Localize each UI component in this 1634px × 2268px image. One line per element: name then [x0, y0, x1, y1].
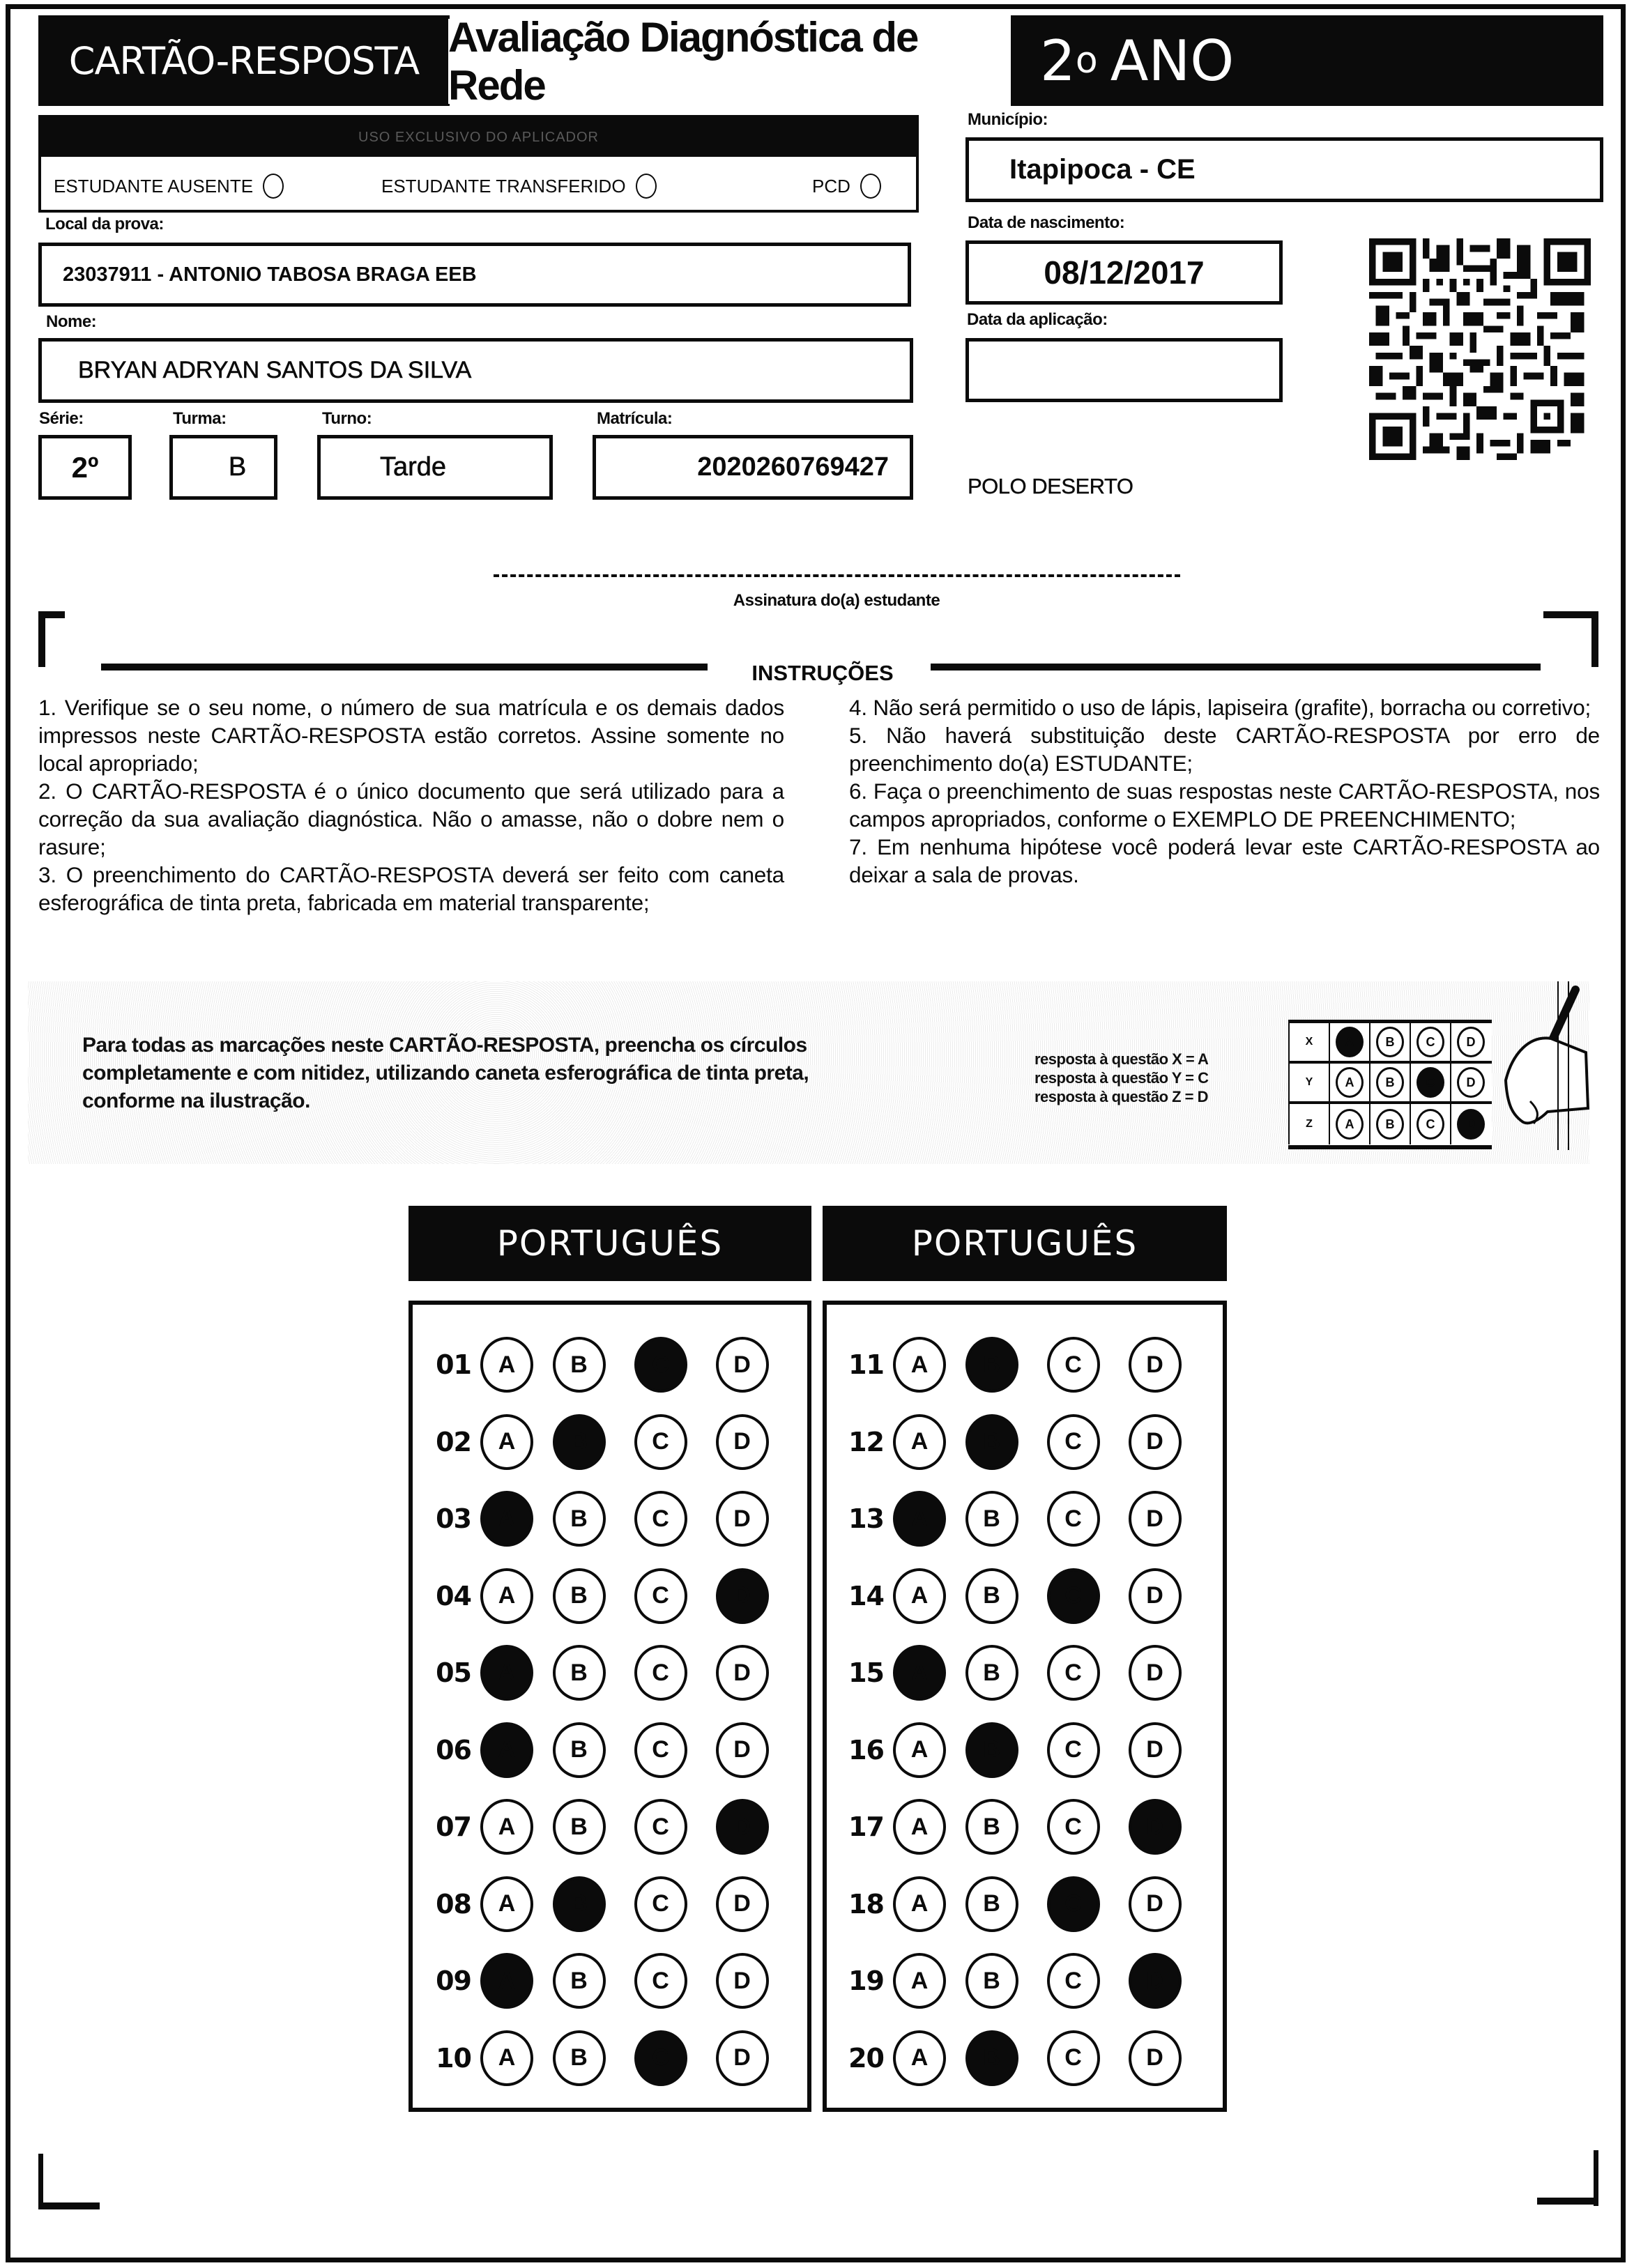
municipio-value: Itapipoca - CE — [1009, 154, 1196, 185]
option-label: ESTUDANTE TRANSFERIDO — [381, 175, 626, 197]
question-row — [835, 1645, 1196, 1701]
answer-bubble-c[interactable]: C — [1047, 1645, 1100, 1701]
answer-bubble-d[interactable]: D — [716, 1953, 769, 2009]
fill-example-answers — [1034, 1050, 1208, 1106]
answer-bubble-a[interactable]: A — [893, 1722, 946, 1778]
answer-bubble-a[interactable]: A — [893, 1491, 946, 1547]
instructions-rule-right — [931, 664, 1541, 671]
answer-bubble-c[interactable]: C — [1047, 1568, 1100, 1624]
applicator-box — [38, 115, 919, 213]
turma-label: Turma: — [173, 409, 227, 428]
question-number: 18 — [848, 1888, 884, 1920]
empty-bubble-icon: A — [1336, 1109, 1364, 1140]
question-number: 14 — [848, 1580, 884, 1611]
subject-header-portugues-2: PORTUGUÊS — [823, 1206, 1227, 1281]
turno-label: Turno: — [322, 409, 372, 428]
answer-bubble-c[interactable]: C — [1047, 2030, 1100, 2086]
corner-mark-top-right — [1591, 611, 1598, 667]
answer-bubble-c[interactable]: C — [634, 1491, 687, 1547]
answer-bubble-b[interactable]: B — [553, 1645, 606, 1701]
example-row — [1288, 1023, 1492, 1064]
question-row — [835, 1722, 1196, 1778]
answer-bubble-b[interactable]: B — [553, 2030, 606, 2086]
question-row — [835, 1876, 1196, 1932]
answer-bubble-b[interactable]: B — [965, 1876, 1018, 1932]
example-answer-y: resposta à questão Y = C — [1034, 1069, 1209, 1087]
answer-bubble-c[interactable]: C — [1047, 1722, 1100, 1778]
polo-text: POLO DESERTO — [968, 474, 1133, 498]
corner-mark-top-left — [38, 611, 45, 667]
example-cell — [1329, 1023, 1369, 1061]
answer-bubble-d[interactable]: D — [716, 1876, 769, 1932]
answer-bubble-c[interactable]: C — [1047, 1953, 1100, 2009]
example-question-label: X — [1288, 1023, 1329, 1061]
answer-bubble-d[interactable]: D — [1129, 1953, 1182, 2009]
question-number: 17 — [848, 1811, 884, 1842]
answer-bubble-d[interactable]: D — [1129, 1722, 1182, 1778]
question-row — [835, 1337, 1196, 1393]
question-row — [835, 2030, 1196, 2086]
answer-bubble-b[interactable]: B — [553, 1876, 606, 1932]
answer-bubble-d[interactable]: D — [716, 1337, 769, 1393]
answer-bubble-b[interactable]: B — [965, 1953, 1018, 2009]
subject-header-portugues-1: PORTUGUÊS — [408, 1206, 811, 1281]
answer-bubble-a[interactable]: A — [893, 2030, 946, 2086]
radio-circle-icon[interactable] — [860, 174, 881, 199]
question-number: 16 — [848, 1734, 884, 1765]
matricula-label: Matrícula: — [597, 409, 673, 428]
example-cell — [1369, 1023, 1410, 1061]
local-prova-value: 23037911 - ANTONIO TABOSA BRAGA EEB — [63, 263, 477, 286]
option-estudante-transferido[interactable] — [381, 174, 657, 199]
filled-bubble-icon: A — [1336, 1027, 1364, 1057]
question-row — [422, 1337, 783, 1393]
data-nascimento-label: Data de nascimento: — [968, 213, 1125, 232]
answer-bubble-d[interactable]: D — [1129, 1414, 1182, 1470]
answer-bubble-b[interactable]: B — [553, 1491, 606, 1547]
answer-bubble-a[interactable]: A — [893, 1876, 946, 1932]
grade-suffix: ANO — [1110, 28, 1235, 93]
instructions-left-column — [38, 694, 784, 917]
answer-bubble-a[interactable]: A — [480, 1414, 533, 1470]
question-row — [422, 1568, 783, 1624]
instruction-item: 2. O CARTÃO-RESPOSTA é o único documento que será utilizado para a correção da sua avaliação diagnóstica. Não o amasse, não o dobre nem o rasure; — [38, 779, 784, 859]
answer-bubble-a[interactable]: A — [893, 1568, 946, 1624]
card-title-banner — [38, 15, 450, 106]
answer-bubble-d[interactable]: D — [716, 2030, 769, 2086]
answer-bubble-a[interactable]: A — [480, 1722, 533, 1778]
example-row — [1288, 1104, 1492, 1144]
data-nascimento-field — [965, 240, 1283, 305]
question-number: 02 — [436, 1426, 471, 1457]
serie-label: Série: — [39, 409, 84, 428]
question-number: 11 — [848, 1349, 884, 1380]
filled-bubble-icon: D — [1457, 1109, 1485, 1140]
municipio-label: Município: — [968, 110, 1048, 129]
answer-bubble-d[interactable]: D — [1129, 2030, 1182, 2086]
answer-bubble-a[interactable]: A — [893, 1337, 946, 1393]
signature-label: Assinatura do(a) estudante — [733, 591, 940, 610]
answer-bubble-b[interactable]: B — [965, 1568, 1018, 1624]
answer-bubble-c[interactable]: C — [634, 1645, 687, 1701]
answer-bubble-d[interactable]: D — [1129, 1799, 1182, 1855]
fill-example-grid — [1288, 1020, 1492, 1149]
grade-ordinal: o — [1075, 40, 1098, 82]
answer-bubble-c[interactable]: C — [634, 1876, 687, 1932]
answer-bubble-a[interactable]: A — [893, 1645, 946, 1701]
question-row — [422, 1722, 783, 1778]
instructions-title: INSTRUÇÕES — [751, 661, 894, 685]
example-question-label: Z — [1288, 1104, 1329, 1144]
answer-bubble-c[interactable]: C — [634, 1799, 687, 1855]
answer-bubble-b[interactable]: B — [965, 1799, 1018, 1855]
answer-bubble-c[interactable]: C — [634, 1722, 687, 1778]
answer-bubble-b[interactable]: B — [553, 1414, 606, 1470]
answer-bubble-d[interactable]: D — [716, 1645, 769, 1701]
question-row — [835, 1568, 1196, 1624]
question-number: 09 — [436, 1966, 471, 1996]
radio-circle-icon[interactable] — [263, 174, 284, 199]
example-answer-z: resposta à questão Z = D — [1034, 1088, 1209, 1105]
answer-bubble-d[interactable]: D — [716, 1568, 769, 1624]
answer-bubble-c[interactable]: C — [1047, 1799, 1100, 1855]
answer-bubble-b[interactable]: B — [965, 1722, 1018, 1778]
example-cell — [1410, 1023, 1450, 1061]
answer-bubble-c[interactable]: C — [1047, 1876, 1100, 1932]
empty-bubble-icon: C — [1417, 1109, 1444, 1140]
question-row — [835, 1414, 1196, 1470]
serie-field — [38, 435, 132, 500]
answer-bubble-d[interactable]: D — [1129, 1491, 1182, 1547]
answer-bubble-d[interactable]: D — [716, 1491, 769, 1547]
question-number: 05 — [436, 1657, 471, 1688]
instruction-item: 5. Não haverá substituição deste CARTÃO-RESPOSTA por erro de preenchimento do(a) ESTUDANTE; — [849, 723, 1600, 776]
empty-bubble-icon: C — [1417, 1027, 1444, 1057]
answer-bubble-d[interactable]: D — [1129, 1337, 1182, 1393]
answer-bubble-a[interactable]: A — [480, 1645, 533, 1701]
question-number: 19 — [848, 1966, 884, 1996]
hand-with-pen-icon — [1464, 976, 1596, 1157]
question-number: 15 — [848, 1657, 884, 1688]
corner-mark-bottom-left — [38, 2154, 43, 2209]
question-number: 06 — [436, 1734, 471, 1765]
answer-column-1 — [408, 1301, 811, 2112]
corner-mark-bottom-left — [38, 2202, 100, 2209]
question-number: 01 — [436, 1349, 471, 1380]
corner-mark-bottom-right — [1537, 2198, 1598, 2205]
answer-bubble-c[interactable]: C — [634, 1337, 687, 1393]
option-label: PCD — [812, 175, 850, 197]
answer-column-2 — [823, 1301, 1227, 2112]
answer-bubble-a[interactable]: A — [480, 1337, 533, 1393]
answer-bubble-d[interactable]: D — [716, 1722, 769, 1778]
instruction-item: 4. Não será permitido o uso de lápis, lapiseira (grafite), borracha ou corretivo; — [849, 695, 1591, 720]
turma-value: B — [228, 452, 247, 482]
grade-number: 2 — [1040, 28, 1076, 93]
data-aplicacao-label: Data da aplicação: — [967, 310, 1108, 329]
empty-bubble-icon: D — [1457, 1027, 1485, 1057]
fill-example-text: Para todas as marcações neste CARTÃO-RESPOSTA, preencha os círculos completamente e com nitidez, utilizando caneta esferográfica de tinta preta, conforme na ilustração. — [82, 1034, 809, 1112]
empty-bubble-icon: B — [1376, 1067, 1404, 1098]
answer-bubble-b[interactable]: B — [553, 1953, 606, 2009]
answer-bubble-b[interactable]: B — [553, 1722, 606, 1778]
answer-bubble-d[interactable]: D — [1129, 1645, 1182, 1701]
instruction-item: 6. Faça o preenchimento de suas respostas neste CARTÃO-RESPOSTA, nos campos apropriados, conforme o EXEMPLO DE PREENCHIMENTO; — [849, 779, 1600, 832]
applicator-options — [54, 167, 903, 206]
example-cell — [1329, 1104, 1369, 1144]
filled-bubble-icon: C — [1417, 1067, 1444, 1098]
answer-bubble-d[interactable]: D — [1129, 1568, 1182, 1624]
matricula-value: 2020260769427 — [697, 452, 889, 482]
question-number: 04 — [436, 1580, 471, 1611]
question-number: 20 — [848, 2042, 884, 2074]
question-row — [835, 1799, 1196, 1855]
example-cell — [1369, 1104, 1410, 1144]
answer-bubble-d[interactable]: D — [1129, 1876, 1182, 1932]
nome-label: Nome: — [46, 312, 97, 331]
question-row — [422, 1414, 783, 1470]
turno-value: Tarde — [380, 452, 447, 482]
question-row — [422, 1876, 783, 1932]
option-label: ESTUDANTE AUSENTE — [54, 175, 254, 197]
answer-bubble-b[interactable]: B — [965, 2030, 1018, 2086]
example-answer-x: resposta à questão X = A — [1034, 1050, 1209, 1068]
answer-bubble-b[interactable]: B — [965, 1414, 1018, 1470]
turma-field — [169, 435, 277, 500]
evaluation-title-box — [448, 14, 1011, 109]
instructions-right-column — [849, 694, 1600, 889]
corner-mark-top-left — [38, 611, 65, 618]
example-cell — [1329, 1064, 1369, 1101]
question-number: 08 — [436, 1888, 471, 1920]
answer-bubble-a[interactable]: A — [893, 1799, 946, 1855]
answer-bubble-c[interactable]: C — [634, 1953, 687, 2009]
answer-bubble-a[interactable]: A — [480, 1568, 533, 1624]
answer-bubble-a[interactable]: A — [480, 1953, 533, 2009]
question-row — [422, 1799, 783, 1855]
nome-value: BRYAN ADRYAN SANTOS DA SILVA — [78, 357, 472, 383]
example-question-label: Y — [1288, 1064, 1329, 1101]
question-row — [422, 2030, 783, 2086]
data-aplicacao-field[interactable] — [965, 338, 1283, 402]
answer-bubble-c[interactable]: C — [1047, 1337, 1100, 1393]
corner-mark-top-right — [1543, 611, 1598, 618]
question-row — [422, 1953, 783, 2009]
answer-bubble-c[interactable]: C — [1047, 1491, 1100, 1547]
example-cell — [1410, 1104, 1450, 1144]
question-row — [422, 1491, 783, 1547]
question-number: 10 — [436, 2042, 471, 2074]
answer-bubble-a[interactable]: A — [893, 1953, 946, 2009]
card-title: CARTÃO-RESPOSTA — [68, 38, 420, 83]
evaluation-title: Avaliação Diagnóstica de Rede — [448, 14, 918, 109]
question-row — [835, 1491, 1196, 1547]
answer-bubble-b[interactable]: B — [553, 1337, 606, 1393]
question-row — [835, 1953, 1196, 2009]
answer-bubble-a[interactable]: A — [893, 1414, 946, 1470]
answer-bubble-c[interactable]: C — [634, 2030, 687, 2086]
local-prova-label: Local da prova: — [45, 215, 164, 233]
matricula-field — [593, 435, 913, 500]
empty-bubble-icon: A — [1336, 1067, 1364, 1098]
answer-bubble-c[interactable]: C — [1047, 1414, 1100, 1470]
example-cell — [1369, 1064, 1410, 1101]
applicator-box-title: USO EXCLUSIVO DO APLICADOR — [41, 118, 916, 157]
answer-bubble-a[interactable]: A — [480, 1876, 533, 1932]
empty-bubble-icon: B — [1376, 1109, 1404, 1140]
grade-banner — [1011, 15, 1603, 106]
option-pcd[interactable] — [812, 174, 881, 199]
answer-bubble-c[interactable]: C — [634, 1568, 687, 1624]
radio-circle-icon[interactable] — [636, 174, 657, 199]
example-cell — [1410, 1064, 1450, 1101]
municipio-field — [965, 137, 1603, 202]
turno-field — [317, 435, 553, 500]
qr-code-icon — [1368, 238, 1591, 460]
answer-bubble-b[interactable]: B — [965, 1645, 1018, 1701]
answer-bubble-a[interactable]: A — [480, 2030, 533, 2086]
serie-value: 2º — [71, 450, 99, 484]
option-estudante-ausente[interactable] — [54, 174, 284, 199]
answer-bubble-a[interactable]: A — [480, 1799, 533, 1855]
nome-field — [38, 338, 913, 403]
instruction-item: 7. Em nenhuma hipótese você poderá levar este CARTÃO-RESPOSTA ao deixar a sala de provas. — [849, 834, 1600, 887]
question-number: 12 — [848, 1426, 884, 1457]
question-number: 03 — [436, 1503, 471, 1534]
answer-bubble-b[interactable]: B — [553, 1568, 606, 1624]
question-row — [422, 1645, 783, 1701]
empty-bubble-icon: D — [1457, 1067, 1485, 1098]
answer-bubble-d[interactable]: D — [716, 1414, 769, 1470]
instruction-item: 3. O preenchimento do CARTÃO-RESPOSTA deverá ser feito com caneta esferográfica de tinta preta, fabricada em material transparente; — [38, 862, 784, 915]
answer-bubble-b[interactable]: B — [553, 1799, 606, 1855]
instructions-rule-left — [101, 664, 708, 671]
answer-bubble-b[interactable]: B — [965, 1337, 1018, 1393]
answer-bubble-d[interactable]: D — [716, 1799, 769, 1855]
signature-line[interactable] — [494, 574, 1180, 577]
example-row — [1288, 1064, 1492, 1104]
instruction-item: 1. Verifique se o seu nome, o número de sua matrícula e os demais dados impressos neste CARTÃO-RESPOSTA estão corretos. Assine somente no local apropriado; — [38, 695, 784, 776]
answer-bubble-c[interactable]: C — [634, 1414, 687, 1470]
data-nascimento-value: 08/12/2017 — [1044, 254, 1205, 291]
local-prova-field — [38, 243, 911, 307]
question-number: 13 — [848, 1503, 884, 1534]
question-number: 07 — [436, 1811, 471, 1842]
answer-bubble-a[interactable]: A — [480, 1491, 533, 1547]
empty-bubble-icon: B — [1376, 1027, 1404, 1057]
answer-bubble-b[interactable]: B — [965, 1491, 1018, 1547]
